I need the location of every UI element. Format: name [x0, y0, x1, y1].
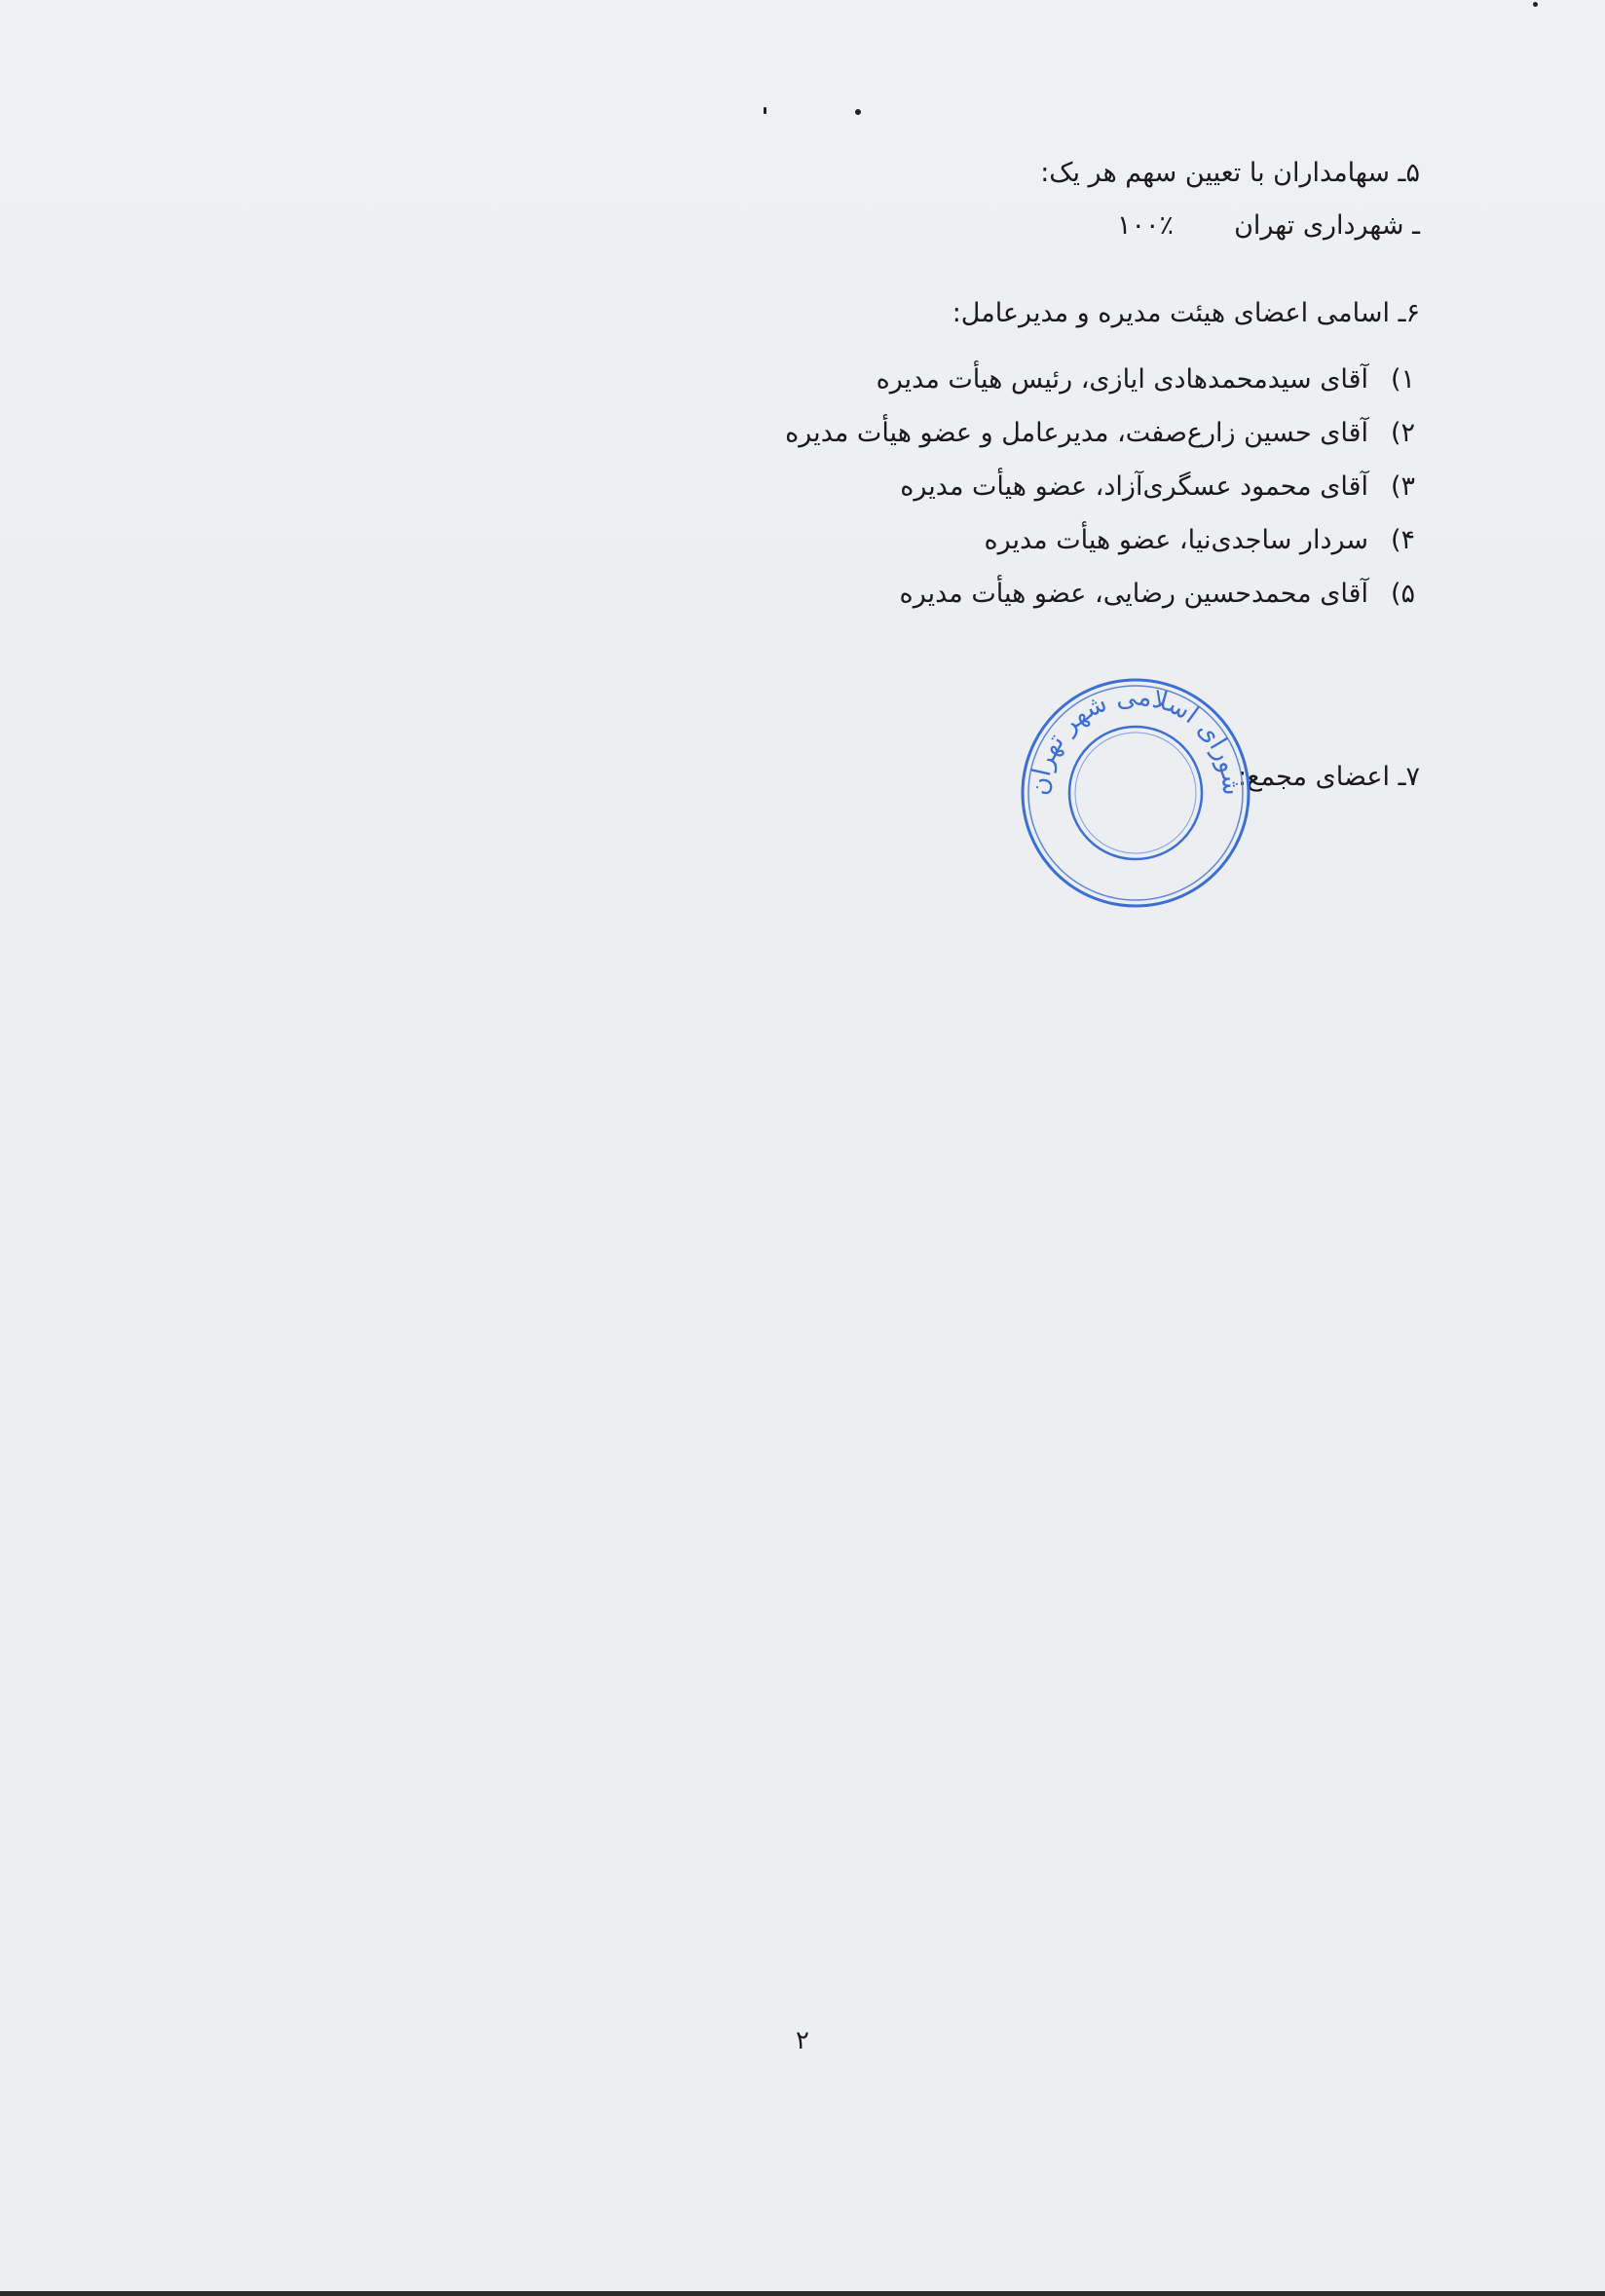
board-member-list — [785, 353, 1415, 621]
member-text: سردار ساجدی‌نیا، عضو هیأت مدیره — [984, 525, 1368, 555]
member-number: ۳) — [1390, 471, 1415, 502]
member-number: ۵) — [1390, 579, 1415, 609]
shareholder-share: ۱۰۰٪ — [1117, 210, 1175, 241]
shareholder-row — [1117, 207, 1420, 245]
board-member — [785, 406, 1415, 460]
board-member — [785, 460, 1415, 513]
member-number: ۴) — [1390, 525, 1415, 555]
member-number: ۱) — [1390, 364, 1415, 395]
member-text: آقای محمدحسین رضایی، عضو هیأت مدیره — [899, 579, 1368, 609]
scan-speck — [764, 107, 766, 114]
section-6-title: ۶ـ اسامی اعضای هیئت مدیره و مدیرعامل: — [952, 298, 1420, 328]
member-text: آقای محمود عسگری‌آزاد، عضو هیأت مدیره — [900, 471, 1368, 502]
page-number: ۲ — [796, 2026, 809, 2055]
member-number: ۲) — [1390, 418, 1415, 448]
scan-speck — [1533, 2, 1538, 7]
board-member — [785, 567, 1415, 621]
member-text: آقای سیدمحمدهادی ایازی، رئیس هیأت مدیره — [876, 364, 1368, 395]
stamp-text: شورای اسلامی شهر تهران — [1025, 682, 1247, 797]
section-5-title: ۵ـ سهامداران با تعیین سهم هر یک: — [1040, 158, 1420, 188]
board-member — [785, 513, 1415, 567]
shareholder-name: ـ شهرداری تهران — [1234, 210, 1420, 241]
scan-speck — [855, 109, 861, 115]
member-text: آقای حسین زارع‌صفت، مدیرعامل و عضو هیأت مدیره — [785, 418, 1368, 448]
scan-bottom-edge — [0, 2291, 1605, 2296]
board-member — [785, 353, 1415, 406]
section-7-title: ۷ـ اعضای مجمع: — [1238, 762, 1420, 792]
council-stamp — [1015, 672, 1256, 914]
